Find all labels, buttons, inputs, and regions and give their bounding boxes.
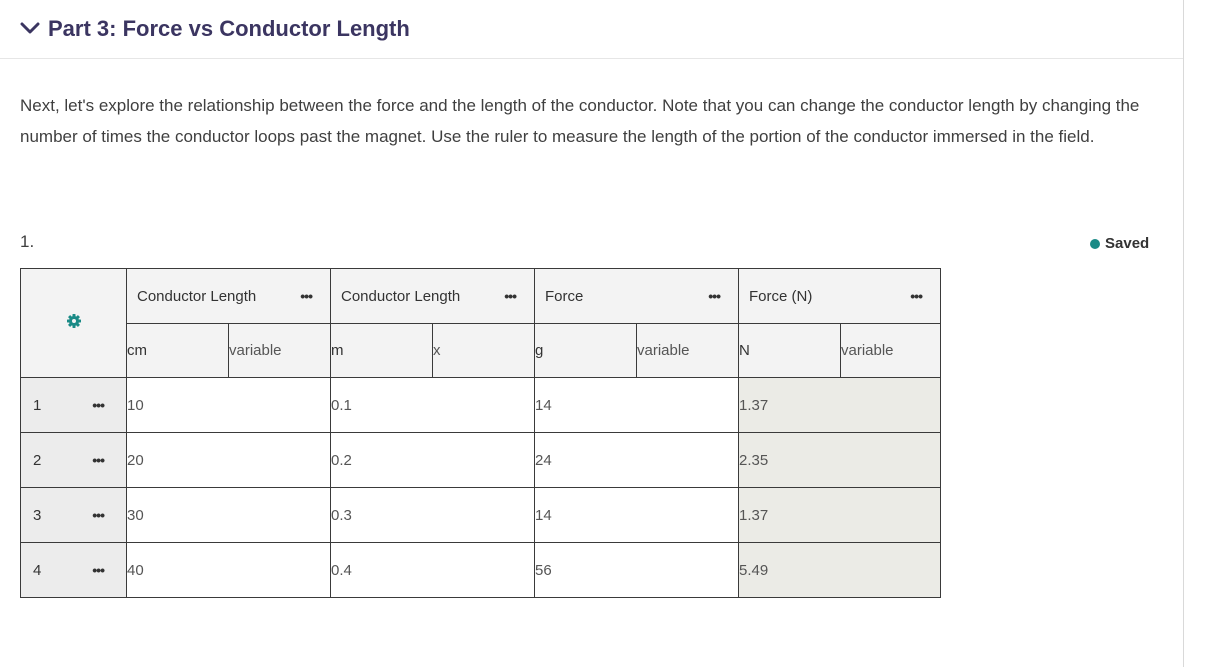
row-menu-icon[interactable]: ••• bbox=[92, 452, 104, 468]
row-menu-icon[interactable]: ••• bbox=[92, 507, 104, 523]
table-settings[interactable] bbox=[21, 269, 127, 378]
gear-icon[interactable] bbox=[67, 315, 81, 332]
column-header-conductor-length-m[interactable] bbox=[331, 269, 535, 324]
column-name: Conductor Length bbox=[137, 287, 257, 305]
data-cell[interactable]: 0.3 bbox=[331, 488, 535, 543]
row-number: 3 bbox=[33, 506, 42, 524]
unit-cell[interactable]: cm bbox=[127, 324, 229, 378]
column-menu-icon[interactable]: ••• bbox=[910, 288, 922, 304]
table-row bbox=[21, 378, 941, 433]
variable-cell[interactable]: x bbox=[433, 324, 535, 378]
column-header-force[interactable] bbox=[535, 269, 739, 324]
data-cell[interactable]: 56 bbox=[535, 543, 739, 598]
unit-cell[interactable]: N bbox=[739, 324, 841, 378]
column-header-conductor-length-cm[interactable] bbox=[127, 269, 331, 324]
intro-text: Next, let's explore the relationship between the force and the length of the conductor. Note that you can change the conductor length by changing the number of times the conductor loops past the magnet. Use the ruler to measure the length of the portion of the conductor immersed in the field. bbox=[20, 96, 1140, 146]
unit-cell[interactable]: g bbox=[535, 324, 637, 378]
section-toggle[interactable] bbox=[20, 14, 410, 44]
data-cell[interactable]: 10 bbox=[127, 378, 331, 433]
data-cell[interactable]: 14 bbox=[535, 378, 739, 433]
row-header[interactable] bbox=[21, 488, 127, 543]
panel-right-border bbox=[1183, 0, 1184, 667]
data-cell[interactable]: 24 bbox=[535, 433, 739, 488]
column-menu-icon[interactable]: ••• bbox=[504, 288, 516, 304]
saved-status bbox=[1090, 235, 1149, 252]
saved-label: Saved bbox=[1105, 235, 1150, 252]
row-header[interactable] bbox=[21, 378, 127, 433]
variable-cell[interactable]: variable bbox=[841, 324, 941, 378]
row-menu-icon[interactable]: ••• bbox=[92, 562, 104, 578]
column-header-force-n[interactable] bbox=[739, 269, 941, 324]
table-row bbox=[21, 543, 941, 598]
row-menu-icon[interactable]: ••• bbox=[92, 397, 104, 413]
row-number: 2 bbox=[33, 451, 42, 469]
column-name: Force (N) bbox=[749, 287, 813, 305]
variable-cell[interactable]: variable bbox=[637, 324, 739, 378]
column-menu-icon[interactable]: ••• bbox=[708, 288, 720, 304]
calculated-cell: 2.35 bbox=[739, 433, 941, 488]
status-dot-icon bbox=[1090, 239, 1100, 249]
data-cell[interactable]: 40 bbox=[127, 543, 331, 598]
data-cell[interactable]: 30 bbox=[127, 488, 331, 543]
row-header[interactable] bbox=[21, 433, 127, 488]
section-title: Part 3: Force vs Conductor Length bbox=[48, 16, 410, 41]
question-number: 1. bbox=[20, 232, 35, 251]
calculated-cell: 5.49 bbox=[739, 543, 941, 598]
data-cell[interactable]: 0.2 bbox=[331, 433, 535, 488]
table-row bbox=[21, 433, 941, 488]
calculated-cell: 1.37 bbox=[739, 488, 941, 543]
row-number: 1 bbox=[33, 396, 42, 414]
data-cell[interactable]: 14 bbox=[535, 488, 739, 543]
unit-cell[interactable]: m bbox=[331, 324, 433, 378]
chevron-down-icon bbox=[20, 18, 42, 40]
calculated-cell: 1.37 bbox=[739, 378, 941, 433]
column-menu-icon[interactable]: ••• bbox=[300, 288, 312, 304]
row-header[interactable] bbox=[21, 543, 127, 598]
data-cell[interactable]: 20 bbox=[127, 433, 331, 488]
column-name: Conductor Length bbox=[341, 287, 461, 305]
row-number: 4 bbox=[33, 561, 42, 579]
data-table bbox=[20, 268, 941, 598]
variable-cell[interactable]: variable bbox=[229, 324, 331, 378]
header-divider bbox=[0, 58, 1183, 59]
column-name: Force bbox=[545, 287, 584, 305]
table-row bbox=[21, 488, 941, 543]
data-cell[interactable]: 0.4 bbox=[331, 543, 535, 598]
data-cell[interactable]: 0.1 bbox=[331, 378, 535, 433]
